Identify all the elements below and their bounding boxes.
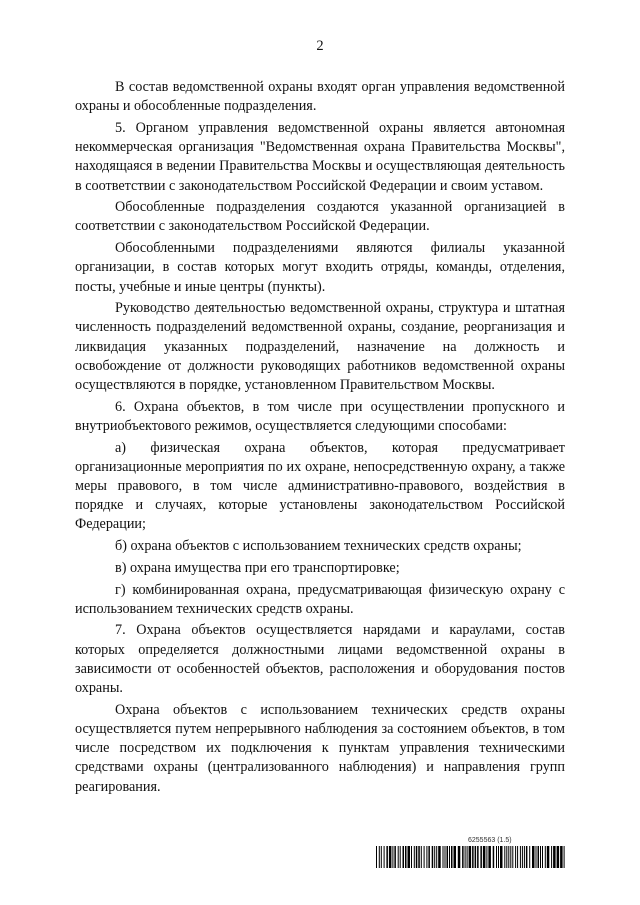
barcode-image — [376, 846, 566, 868]
paragraph: В состав ведомственной охраны входят орган управления ведомственной охраны и обособленные подразделения. — [75, 79, 565, 115]
paragraph: в) охрана имущества при его транспортировке; — [115, 559, 400, 576]
paragraph: б) охрана объектов с использованием технических средств охраны; — [115, 538, 522, 555]
document-body — [75, 78, 565, 799]
paragraph: Руководство деятельностью ведомственной охраны, структура и штатная численность подразделений ведомственной охраны, создание, реорганизация и ликвидация указанных подразделений, назначение на должность и освобождение от должности руководящих работников ведомственной охраны осуществляются в порядке, установленном Правительством Москвы. — [75, 300, 565, 394]
paragraph: 5. Органом управления ведомственной охраны является автономная некоммерческая организация "Ведомственная охрана Правительства Москвы", находящаяся в ведении Правительства Москвы и осуществляющая деятельность в соответствии с законодательством Российской Федерации и своим уставом. — [75, 119, 565, 194]
paragraph: Обособленные подразделения создаются указанной организацией в соответствии с законодательством Российской Федерации. — [75, 199, 565, 235]
paragraph: Обособленными подразделениями являются филиалы указанной организации, в состав которых могут входить отряды, команды, отделения, посты, учебные и иные центры (пункты). — [75, 240, 565, 295]
paragraph: г) комбинированная охрана, предусматривающая физическую охрану с использованием технических средств охраны. — [75, 581, 565, 617]
page-number: 2 — [316, 38, 324, 54]
paragraph: Охрана объектов с использованием технических средств охраны осуществляется путем непрерывного наблюдения за состоянием объектов, в том числе посредством их подключения к пунктам управления техническими средствами охраны (централизованного наблюдения) и направления групп реагирования. — [75, 701, 565, 795]
paragraph: 7. Охрана объектов осуществляется нарядами и караулами, состав которых определяется должностными лицами ведомственной охраны в зависимости от особенностей объектов, расположения и оборудования постов охраны. — [75, 622, 565, 697]
barcode-label: 6255563 (1.5) — [468, 837, 512, 844]
paragraph: а) физическая охрана объектов, которая предусматривает организационные мероприятия по их охране, непосредственную охрану, а также меры правового, в том числе административно-правового, воздействия в порядке и случаях, которые установлены законодательством Российской Федерации; — [75, 439, 565, 533]
paragraph: 6. Охрана объектов, в том числе при осуществлении пропускного и внутриобъектового режимов, осуществляется следующими способами: — [75, 398, 565, 434]
